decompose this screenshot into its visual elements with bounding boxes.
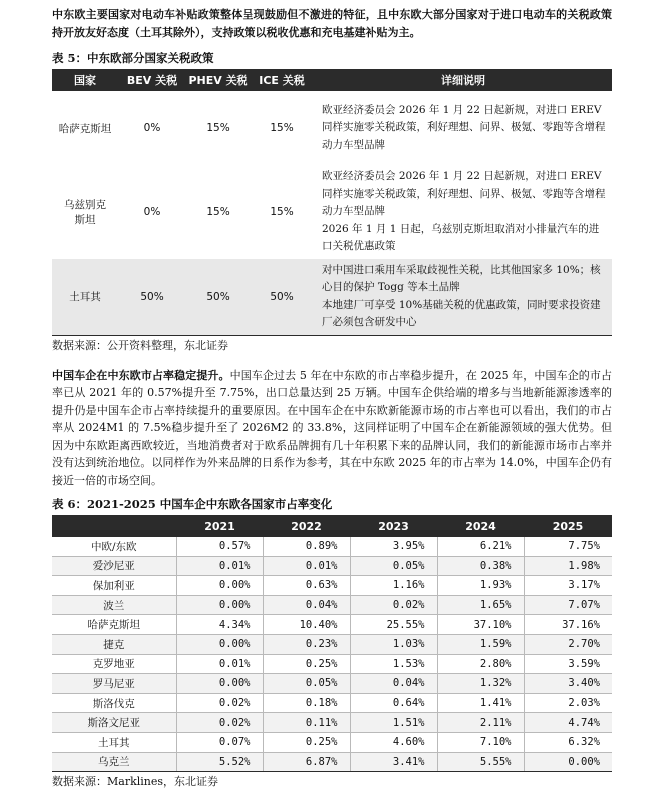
share-cell: 0.00% [176, 634, 263, 654]
paragraph-body: 中国车企过去 5 年在中东欧的市占率稳步提升，在 2025 年，中国车企的市占率已从 2021 年的 0.57%提升至 7.75%，出口总量达到 25 万辆。中国车企供给端的增多与当地新能源渗透率的提升仍是中国车企市占率持续提升的重要原因。在中国车企在中东欧新能源市场的市占率也可以看出，我们的市占率从 2024M1 的 7.5%稳步提升至了 2026M2 的 33.8%，这同样证明了中国车企在新能源领域的强大优势。但因为中东欧距离西欧较近，当地消费者对于欧系品牌拥有几十年积累下来的品牌认同，我们的新能源市场市占率并没有达到统治地位。以同样作为外来品牌的日系作为参考，其在中东欧 2025 年的市占率为 14.0%，中国车企仍有接近一倍的市场空间。 [52, 368, 612, 487]
share-cell: 37.16% [524, 615, 612, 635]
detail-text: 欧亚经济委员会 2026 年 1 月 22 日起新规，对进口 EREV 同样实施零关税政策，利好理想、问界、极氪、零跑等含增程动力车型品牌 [322, 170, 606, 217]
table-row [52, 634, 612, 654]
table-row [52, 556, 612, 576]
table-row [52, 166, 612, 259]
header-2022: 2022 [263, 515, 350, 537]
share-cell: 4.74% [524, 713, 612, 733]
intro-paragraph: 中东欧主要国家对电动车补贴政策整体呈现鼓励但不激进的特征，且中东欧大部分国家对于进口电动车的关税政策持开放友好态度（土耳其除外），支持政策以税收优惠和充电基建补贴为主。 [52, 8, 612, 39]
share-cell: 0.00% [524, 752, 612, 772]
table1-title: 表 5：中东欧部分国家关税政策 [52, 51, 214, 65]
country-cell: 斯洛文尼亚 [52, 713, 176, 733]
header-detail: 详细说明 [314, 69, 612, 91]
phev-cell: 15% [186, 91, 250, 166]
share-cell: 0.02% [176, 713, 263, 733]
table2-title: 表 6：2021-2025 中国车企中东欧各国家市占率变化 [52, 497, 333, 511]
country-cell: 乌克兰 [52, 752, 176, 772]
share-cell: 1.03% [350, 634, 437, 654]
country-cell: 土耳其 [52, 732, 176, 752]
tariff-table [52, 69, 612, 336]
document-page [52, 6, 612, 789]
detail-cell [314, 91, 612, 166]
share-cell: 1.65% [437, 595, 524, 615]
header-ice: ICE 关税 [250, 69, 314, 91]
header-bev: BEV 关税 [118, 69, 186, 91]
share-cell: 0.02% [350, 595, 437, 615]
phev-cell: 15% [186, 166, 250, 259]
country-text: 乌兹别克斯坦 [64, 198, 106, 226]
ice-cell: 15% [250, 91, 314, 166]
bev-cell: 0% [118, 91, 186, 166]
detail-text-2: 2026 年 1 月 1 日起，乌兹别克斯坦取消对小排量汽车的进口关税优惠政策 [322, 222, 600, 252]
share-cell: 0.04% [263, 595, 350, 615]
share-cell: 4.60% [350, 732, 437, 752]
share-cell: 0.04% [350, 674, 437, 694]
share-cell: 0.89% [263, 537, 350, 556]
share-cell: 0.00% [176, 595, 263, 615]
share-cell: 6.32% [524, 732, 612, 752]
market-share-paragraph [52, 367, 612, 490]
table-row [52, 654, 612, 674]
country-cell: 斯洛伐克 [52, 693, 176, 713]
table-row [52, 752, 612, 772]
table-row [52, 693, 612, 713]
bev-cell: 50% [118, 258, 186, 335]
share-cell: 0.38% [437, 556, 524, 576]
table-row [52, 595, 612, 615]
country-cell: 捷克 [52, 634, 176, 654]
share-cell: 0.01% [263, 556, 350, 576]
detail-cell [314, 166, 612, 259]
header-country: 国家 [52, 69, 118, 91]
country-cell: 克罗地亚 [52, 654, 176, 674]
table-row [52, 576, 612, 596]
table-row [52, 258, 612, 335]
share-cell: 5.52% [176, 752, 263, 772]
tariff-table-header [52, 69, 612, 91]
detail-text: 对中国进口乘用车采取歧视性关税，比其他国家多 10%；核心目的保护 Togg 等本土品牌 [322, 263, 601, 293]
share-cell: 5.55% [437, 752, 524, 772]
table-row [52, 615, 612, 635]
share-cell: 10.40% [263, 615, 350, 635]
header-2025: 2025 [524, 515, 612, 537]
share-cell: 1.41% [437, 693, 524, 713]
header-2024: 2024 [437, 515, 524, 537]
share-cell: 0.01% [176, 654, 263, 674]
share-cell: 3.17% [524, 576, 612, 596]
share-cell: 25.55% [350, 615, 437, 635]
table-row [52, 713, 612, 733]
header-phev: PHEV 关税 [186, 69, 250, 91]
share-cell: 3.41% [350, 752, 437, 772]
country-cell: 哈萨克斯坦 [52, 91, 118, 166]
share-cell: 1.32% [437, 674, 524, 694]
ice-cell: 50% [250, 258, 314, 335]
share-cell: 0.02% [176, 693, 263, 713]
share-cell: 0.07% [176, 732, 263, 752]
market-share-table [52, 515, 612, 772]
share-cell: 0.63% [263, 576, 350, 596]
country-cell: 中欧/东欧 [52, 537, 176, 556]
share-cell: 7.07% [524, 595, 612, 615]
country-cell [52, 166, 118, 259]
table-row [52, 91, 612, 166]
share-cell: 3.40% [524, 674, 612, 694]
share-cell: 0.05% [263, 674, 350, 694]
country-cell: 土耳其 [52, 258, 118, 335]
share-cell: 0.00% [176, 674, 263, 694]
share-cell: 0.23% [263, 634, 350, 654]
table1-source: 数据来源：公开资料整理，东北证券 [52, 338, 228, 352]
share-cell: 0.01% [176, 556, 263, 576]
detail-text-2: 本地建厂可享受 10%基础关税的优惠政策，同时要求投资建厂必须包含研发中心 [322, 298, 601, 328]
header-2021: 2021 [176, 515, 263, 537]
share-cell: 7.10% [437, 732, 524, 752]
detail-text: 欧亚经济委员会 2026 年 1 月 22 日起新规，对进口 EREV 同样实施零关税政策，利好理想、问界、极氪、零跑等含增程动力车型品牌 [322, 103, 606, 151]
phev-cell: 50% [186, 258, 250, 335]
share-cell: 0.25% [263, 732, 350, 752]
market-share-header [52, 515, 612, 537]
share-cell: 6.21% [437, 537, 524, 556]
share-cell: 1.98% [524, 556, 612, 576]
country-cell: 罗马尼亚 [52, 674, 176, 694]
share-cell: 1.59% [437, 634, 524, 654]
header-2023: 2023 [350, 515, 437, 537]
share-cell: 1.53% [350, 654, 437, 674]
share-cell: 6.87% [263, 752, 350, 772]
share-cell: 2.70% [524, 634, 612, 654]
share-cell: 7.75% [524, 537, 612, 556]
detail-cell [314, 258, 612, 335]
share-cell: 4.34% [176, 615, 263, 635]
header-blank [52, 515, 176, 537]
share-cell: 0.00% [176, 576, 263, 596]
share-cell: 3.95% [350, 537, 437, 556]
share-cell: 1.51% [350, 713, 437, 733]
share-cell: 0.18% [263, 693, 350, 713]
table2-source: 数据来源：Marklines，东北证券 [52, 775, 219, 789]
ice-cell: 15% [250, 166, 314, 259]
table-row [52, 732, 612, 752]
share-cell: 1.16% [350, 576, 437, 596]
share-cell: 3.59% [524, 654, 612, 674]
table-row [52, 537, 612, 556]
share-cell: 1.93% [437, 576, 524, 596]
share-cell: 2.11% [437, 713, 524, 733]
share-cell: 2.03% [524, 693, 612, 713]
share-cell: 0.05% [350, 556, 437, 576]
share-cell: 0.64% [350, 693, 437, 713]
country-cell: 波兰 [52, 595, 176, 615]
table-row [52, 674, 612, 694]
share-cell: 37.10% [437, 615, 524, 635]
share-cell: 0.57% [176, 537, 263, 556]
market-share-body [52, 537, 612, 772]
share-cell: 2.80% [437, 654, 524, 674]
paragraph-heading: 中国车企在中东欧市占率稳定提升。 [52, 368, 230, 382]
bev-cell: 0% [118, 166, 186, 259]
share-cell: 0.11% [263, 713, 350, 733]
country-cell: 爱沙尼亚 [52, 556, 176, 576]
country-cell: 哈萨克斯坦 [52, 615, 176, 635]
country-cell: 保加利亚 [52, 576, 176, 596]
share-cell: 0.25% [263, 654, 350, 674]
